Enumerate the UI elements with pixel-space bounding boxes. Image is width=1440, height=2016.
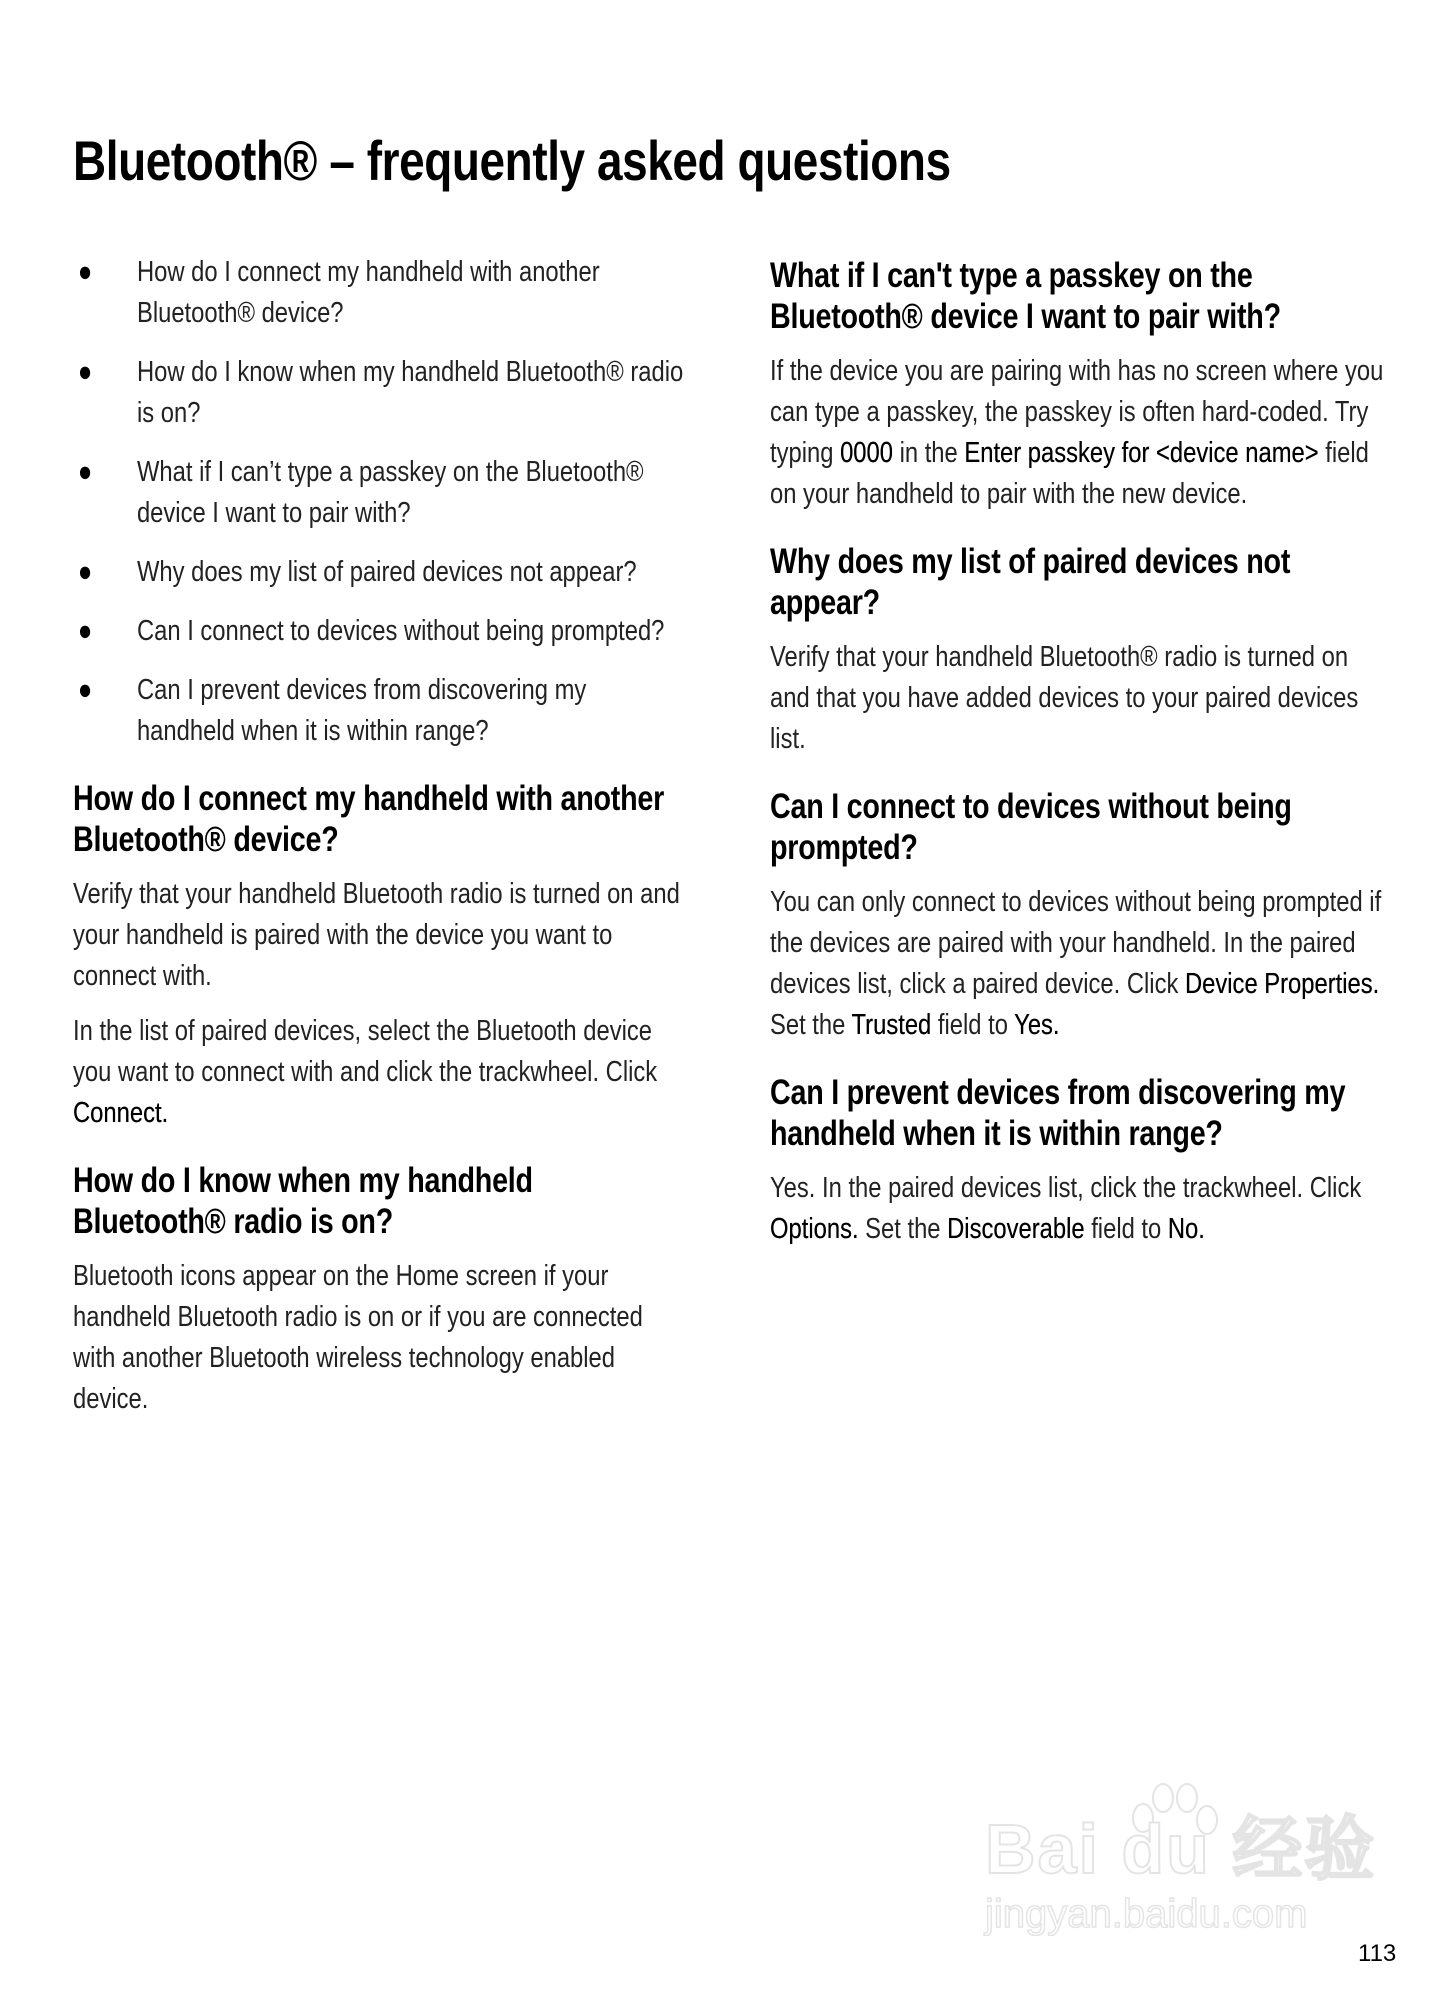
paragraph-text: in the <box>892 437 965 469</box>
bullet-icon: ● <box>77 615 93 647</box>
faq-section-discoverable <box>770 1072 1393 1250</box>
paragraph-text: field to <box>931 1009 1015 1041</box>
faq-section-without-prompt <box>770 786 1393 1046</box>
section-paragraph <box>770 1168 1393 1250</box>
section-paragraph <box>73 874 690 997</box>
section-paragraph <box>770 637 1393 760</box>
section-heading: Can I prevent devices from discovering my handheld when it is within range? <box>770 1073 1346 1153</box>
watermark-url: jingyan.baidu.com <box>985 1892 1308 1936</box>
ui-term-enter-passkey: Enter passkey for <device name> <box>964 437 1319 469</box>
ui-term-device-properties: Device Properties. <box>1184 968 1380 1000</box>
section-heading: What if I can't type a passkey on the Bluetooth® device I want to pair with? <box>770 256 1281 336</box>
ui-term-0000: 0000 <box>840 437 893 469</box>
section-paragraph <box>770 351 1393 515</box>
faq-section-paired-list <box>770 541 1393 760</box>
bullet-icon: ● <box>77 674 93 706</box>
faq-section-passkey <box>770 255 1393 515</box>
section-paragraph <box>73 1011 690 1134</box>
bullet-icon: ● <box>77 556 93 588</box>
ui-term-discoverable: Discoverable <box>947 1213 1085 1245</box>
page-title: Bluetooth® – frequently asked questions <box>73 129 951 192</box>
faq-index <box>73 252 690 752</box>
paragraph-text: field on your handheld to pair with the new device. <box>770 437 1369 510</box>
paragraph-text: If the device you are pairing with has no screen where you can type a passkey, the passkey is often hard-coded. Try typing <box>770 355 1384 469</box>
page-number: 113 <box>1358 1940 1397 1967</box>
faq-index-item <box>73 670 690 752</box>
paragraph-text: You can only connect to devices without being prompted if the devices are paired with your handheld. In the paired devices list, click a paired device. Click <box>770 886 1382 1000</box>
faq-index-text: Can I connect to devices without being prompted? <box>136 615 665 647</box>
faq-index-text: Can I prevent devices from discovering my handheld when it is within range? <box>136 674 587 747</box>
watermark-logo: Bai du 经验 <box>985 1810 1377 1888</box>
ui-term-trusted: Trusted <box>851 1009 932 1041</box>
ui-term-yes: Yes. <box>1014 1009 1060 1041</box>
faq-index-item <box>73 352 690 434</box>
ui-term-options: Options. <box>770 1213 859 1245</box>
paragraph-text: Verify that your handheld Bluetooth radio is turned on and your handheld is paired with the device you want to connect with. <box>73 878 680 992</box>
paragraph-text: Bluetooth icons appear on the Home screen if your handheld Bluetooth radio is on or if you are connected with another Bluetooth wireless technology enabled device. <box>73 1260 643 1415</box>
faq-index-item <box>73 452 690 534</box>
paragraph-text: Set the <box>858 1213 948 1245</box>
faq-index-item <box>73 252 690 334</box>
section-paragraph <box>73 1256 690 1420</box>
section-heading: Why does my list of paired devices not appear? <box>770 542 1291 622</box>
right-column <box>770 255 1393 1264</box>
paragraph-text: Verify that your handheld Bluetooth® radio is turned on and that you have added devices to your paired devices list. <box>770 641 1359 755</box>
bullet-icon: ● <box>77 356 93 388</box>
faq-section-radio-on <box>73 1160 690 1420</box>
left-column <box>73 252 690 1434</box>
section-heading: How do I know when my handheld Bluetooth® radio is on? <box>73 1161 533 1241</box>
faq-index-text: Why does my list of paired devices not appear? <box>136 556 637 588</box>
section-paragraph <box>770 882 1393 1046</box>
ui-term-connect: Connect. <box>73 1097 169 1129</box>
paragraph-text: Set the <box>770 1009 852 1041</box>
baidu-watermark <box>985 1780 1377 1940</box>
section-heading: How do I connect my handheld with another Bluetooth® device? <box>73 779 665 859</box>
section-heading: Can I connect to devices without being prompted? <box>770 787 1292 867</box>
faq-index-text: What if I can’t type a passkey on the Bluetooth® device I want to pair with? <box>136 456 644 529</box>
faq-index-item <box>73 611 690 652</box>
bullet-icon: ● <box>77 456 93 488</box>
paragraph-text: In the list of paired devices, select the Bluetooth device you want to connect with and click the trackwheel. Click <box>73 1015 658 1088</box>
faq-index-item <box>73 552 690 593</box>
paragraph-text: Yes. In the paired devices list, click the trackwheel. Click <box>770 1172 1362 1204</box>
bullet-icon: ● <box>77 256 93 288</box>
paragraph-text: field to <box>1084 1213 1168 1245</box>
faq-section-connect <box>73 778 690 1134</box>
faq-index-text: How do I connect my handheld with another Bluetooth® device? <box>136 256 600 329</box>
faq-index-text: How do I know when my handheld Bluetooth® radio is on? <box>136 356 684 429</box>
ui-term-no: No. <box>1167 1213 1205 1245</box>
